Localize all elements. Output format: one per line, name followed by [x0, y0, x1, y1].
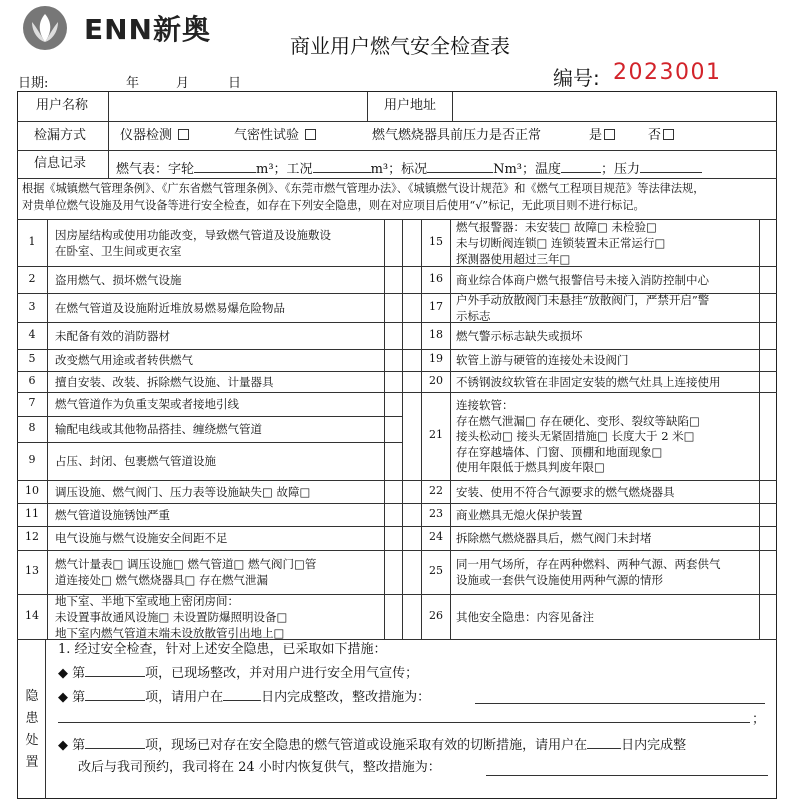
- item-check-cell[interactable]: [760, 481, 776, 502]
- intro-line-1: 根据《城镇燃气管理条例》、《广东省燃气管理条例》、《东莞市燃气管理办法》、《城镇燃气设计规范》和《燃气工程项目规范》等法律法规，: [22, 182, 705, 195]
- item-text: 使用年限低于燃具判废年限□: [456, 460, 605, 475]
- temperature-field[interactable]: [561, 160, 601, 173]
- item-text: 同一用气场所，存在两种燃料、两种气源、两套供气: [456, 557, 721, 571]
- item-check-cell[interactable]: [760, 220, 776, 265]
- item-number: 23: [429, 506, 443, 520]
- unit-m3-standard: m³；标况: [370, 162, 428, 177]
- user-name-label: 用户名称: [36, 98, 89, 113]
- item-text: 探测器使用超过三年□: [456, 251, 571, 266]
- measure-a-item-field[interactable]: [85, 664, 145, 677]
- airtight-label: 气密性试验: [234, 128, 300, 143]
- measure-c-detail-field[interactable]: [486, 775, 768, 776]
- item-number: 13: [25, 564, 39, 577]
- measure-b-detail-line-2[interactable]: [58, 722, 750, 723]
- item-text: 在卧室、卫生间或更衣室: [55, 243, 182, 258]
- item-text: 存在穿越墙体、门窗、顶棚和地面现象□: [456, 444, 663, 459]
- item-text: 不锈钢波纹软管在非固定安装的燃气灶具上连接使用: [456, 374, 721, 389]
- item-check-cell[interactable]: [385, 372, 401, 391]
- brand-name: ENN新奥: [84, 13, 211, 46]
- pressure-question: 燃气燃烧器具前压力是否正常: [372, 128, 542, 143]
- info-record-label: 信息记录: [34, 156, 87, 171]
- header: [0, 0, 800, 100]
- item-check-cell[interactable]: [760, 393, 776, 479]
- item-text: 其他安全隐患：内容见备注: [456, 609, 594, 624]
- serial-label: 编号:: [553, 66, 600, 90]
- item-text: 燃气管道设施锈蚀严重: [55, 507, 170, 522]
- item-text: 地下室、半地下室或地上密闭房间：: [55, 593, 239, 608]
- item-text: 燃气管道作为负重支架或者接地引线: [55, 397, 239, 411]
- unit-nm3-temperature: Nm³；温度: [493, 162, 562, 177]
- item-number: 1: [28, 234, 36, 248]
- user-address-label: 用户地址: [384, 98, 437, 113]
- item-text: 在燃气管道及设施附近堆放易燃易爆危险物品: [55, 300, 285, 315]
- item-text: 软管上游与硬管的连接处未设阀门: [456, 353, 629, 367]
- item-check-cell[interactable]: [385, 323, 401, 348]
- item-number: 4: [28, 327, 36, 341]
- item-text: 调压设施、燃气阀门、压力表等设施缺失□ 故障□: [55, 484, 311, 499]
- item-number: 16: [429, 271, 443, 285]
- no-checkbox[interactable]: [663, 129, 674, 140]
- item-number: 20: [429, 373, 443, 387]
- item-text: 未配备有效的消防器材: [55, 328, 170, 343]
- yes-checkbox[interactable]: [604, 129, 615, 140]
- no-option[interactable]: [648, 128, 674, 144]
- meter-record-row: [116, 160, 702, 178]
- airtight-checkbox[interactable]: [305, 129, 316, 140]
- measure-b-days-field[interactable]: [223, 688, 261, 701]
- measure-b: ◆ 第 项，请用户在 日内完成整改，整改措施为：: [58, 690, 431, 705]
- item-number: 8: [28, 421, 36, 434]
- measure-c: ◆ 第 项，现场已对存在安全隐患的燃气管道或设施采取有效的切断措施，请用户在 日内完成整: [58, 738, 687, 753]
- item-text: 因房屋结构或使用功能改变，导致燃气管道及设施敷设: [55, 227, 331, 242]
- item-text: 户外手动放散阀门未悬挂“放散阀门，严禁开启”警: [456, 292, 710, 307]
- item-check-cell[interactable]: [385, 443, 401, 479]
- pressure-label: ；压力: [601, 162, 641, 177]
- item-text: 道连接处□ 燃气燃烧器具□ 存在燃气泄漏: [55, 573, 269, 587]
- item-check-cell[interactable]: [760, 372, 776, 391]
- item-number: 7: [28, 396, 36, 409]
- item-number: 11: [25, 506, 39, 520]
- yes-option[interactable]: [589, 128, 615, 144]
- item-text: 改变燃气用途或者转供燃气: [55, 353, 193, 367]
- item-check-cell[interactable]: [385, 294, 401, 321]
- measures-side-label: 隐 患 处 置: [25, 689, 39, 770]
- yes-label: 是: [589, 128, 603, 143]
- item-text: 示标志: [456, 308, 491, 323]
- item-check-cell[interactable]: [385, 481, 401, 502]
- item-number: 24: [429, 530, 443, 543]
- item-number: 6: [28, 373, 36, 387]
- item-text: 商业燃具无熄火保护装置: [456, 507, 583, 522]
- item-number: 18: [429, 327, 443, 341]
- item-number: 12: [25, 530, 39, 543]
- item-text: 存在燃气泄漏□ 存在硬化、变形、裂纹等缺陷□: [456, 413, 700, 428]
- item-text: 设施或一套供气设施使用两种气源的情形: [456, 573, 663, 587]
- measures-intro: 1. 经过安全检查，针对上述安全隐患，已采取如下措施：: [58, 642, 387, 657]
- item-text: 占压、封闭、包裹燃气管道设施: [55, 454, 216, 468]
- date-label: 日期:: [18, 76, 49, 91]
- airtight-option[interactable]: [234, 128, 316, 144]
- measure-c-line-2: 改后与我司预约，我司将在 24 小时内恢复供气，整改措施为：: [78, 760, 441, 775]
- item-number: 19: [429, 352, 443, 365]
- page-title: 商业用户燃气安全检查表: [290, 34, 510, 58]
- item-check-cell[interactable]: [760, 504, 776, 525]
- measure-a: ◆ 第 项，已现场整改，并对用户进行安全用气宣传；: [58, 666, 419, 681]
- item-check-cell[interactable]: [385, 417, 401, 441]
- item-check-cell[interactable]: [385, 595, 401, 638]
- item-text: 擅自安装、改装、拆除燃气设施、计量器具: [55, 374, 274, 389]
- measure-b-item-field[interactable]: [85, 688, 145, 701]
- date-month-label: 月: [176, 76, 190, 91]
- date-day-label: 日: [228, 76, 242, 91]
- unit-m3-working: m³；工况: [256, 162, 313, 177]
- meter-label: 燃气表：字轮: [116, 162, 195, 177]
- item-number: 2: [28, 271, 36, 285]
- item-check-cell[interactable]: [760, 267, 776, 292]
- instrument-label: 仪器检测: [120, 128, 173, 143]
- measure-b-detail-field[interactable]: [475, 703, 765, 704]
- item-check-cell[interactable]: [760, 323, 776, 348]
- item-check-cell[interactable]: [760, 350, 776, 370]
- item-number: 14: [25, 608, 39, 622]
- item-number: 26: [429, 608, 443, 622]
- item-text: 连接软管：: [456, 398, 514, 413]
- no-label: 否: [648, 128, 662, 143]
- measure-c-days-field[interactable]: [587, 736, 621, 749]
- serial-number: 2023001: [613, 60, 722, 85]
- item-number: 17: [429, 299, 443, 313]
- item-text: 安装、使用不符合气源要求的燃气燃烧器具: [456, 484, 675, 499]
- item-number: 22: [429, 483, 443, 497]
- measure-c-item-field[interactable]: [85, 736, 145, 749]
- item-number: 5: [28, 352, 36, 365]
- working-value-field[interactable]: [313, 160, 371, 173]
- item-check-cell[interactable]: [760, 551, 776, 593]
- intro-line-2: 对贵单位燃气设施及用气设备等进行安全检查，如存在下列安全隐患，则在对应项目后使用“√”标记，无此项目则不进行标记。: [22, 199, 645, 212]
- pressure-field[interactable]: [640, 160, 702, 173]
- instrument-checkbox[interactable]: [178, 129, 189, 140]
- item-text: 燃气报警器：未安装□ 故障□ 未检验□: [456, 219, 657, 234]
- item-text: 商业综合体商户燃气报警信号未接入消防控制中心: [456, 272, 709, 287]
- standard-value-field[interactable]: [427, 160, 493, 173]
- item-check-cell[interactable]: [385, 393, 401, 415]
- item-text: 未设置事故通风设施□ 未设置防爆照明设备□: [55, 609, 288, 624]
- item-check-cell[interactable]: [760, 527, 776, 549]
- item-number: 25: [429, 564, 443, 577]
- item-text: 输配电线或其他物品搭挂、缠绕燃气管道: [55, 422, 262, 436]
- item-number: 3: [28, 299, 36, 313]
- instrument-option[interactable]: [120, 128, 189, 144]
- meter-value-field[interactable]: [194, 160, 256, 173]
- item-text: 接头松动□ 接头无紧固措施□ 长度大于 2 米□: [456, 429, 695, 444]
- item-text: 燃气计量表□ 调压设施□ 燃气管道□ 燃气阀门□管: [55, 557, 317, 571]
- item-text: 未与切断阀连锁□ 连锁装置未正常运行□: [456, 235, 666, 250]
- item-check-cell[interactable]: [760, 595, 776, 638]
- item-check-cell[interactable]: [385, 551, 401, 593]
- item-text: 盗用燃气、损坏燃气设施: [55, 272, 182, 287]
- item-check-cell[interactable]: [385, 220, 401, 265]
- leak-method-label: 检漏方式: [34, 128, 87, 143]
- measure-b-semicolon: ；: [752, 712, 766, 727]
- item-check-cell[interactable]: [385, 267, 401, 292]
- item-check-cell[interactable]: [385, 504, 401, 525]
- item-number: 10: [25, 483, 39, 497]
- item-text: 燃气警示标志缺失或损坏: [456, 328, 583, 343]
- item-text: 拆除燃气燃烧器具后，燃气阀门未封堵: [456, 531, 652, 545]
- item-check-cell[interactable]: [385, 350, 401, 370]
- item-number: 9: [28, 453, 36, 466]
- item-number: 15: [429, 234, 443, 248]
- date-year-label: 年: [126, 76, 140, 91]
- item-text: 电气设施与燃气设施安全间距不足: [55, 531, 228, 545]
- item-number: 21: [429, 428, 443, 441]
- item-text: 地下室内燃气管道末端未设放散管引出地上□: [55, 625, 285, 640]
- item-check-cell[interactable]: [760, 294, 776, 321]
- item-check-cell[interactable]: [385, 527, 401, 549]
